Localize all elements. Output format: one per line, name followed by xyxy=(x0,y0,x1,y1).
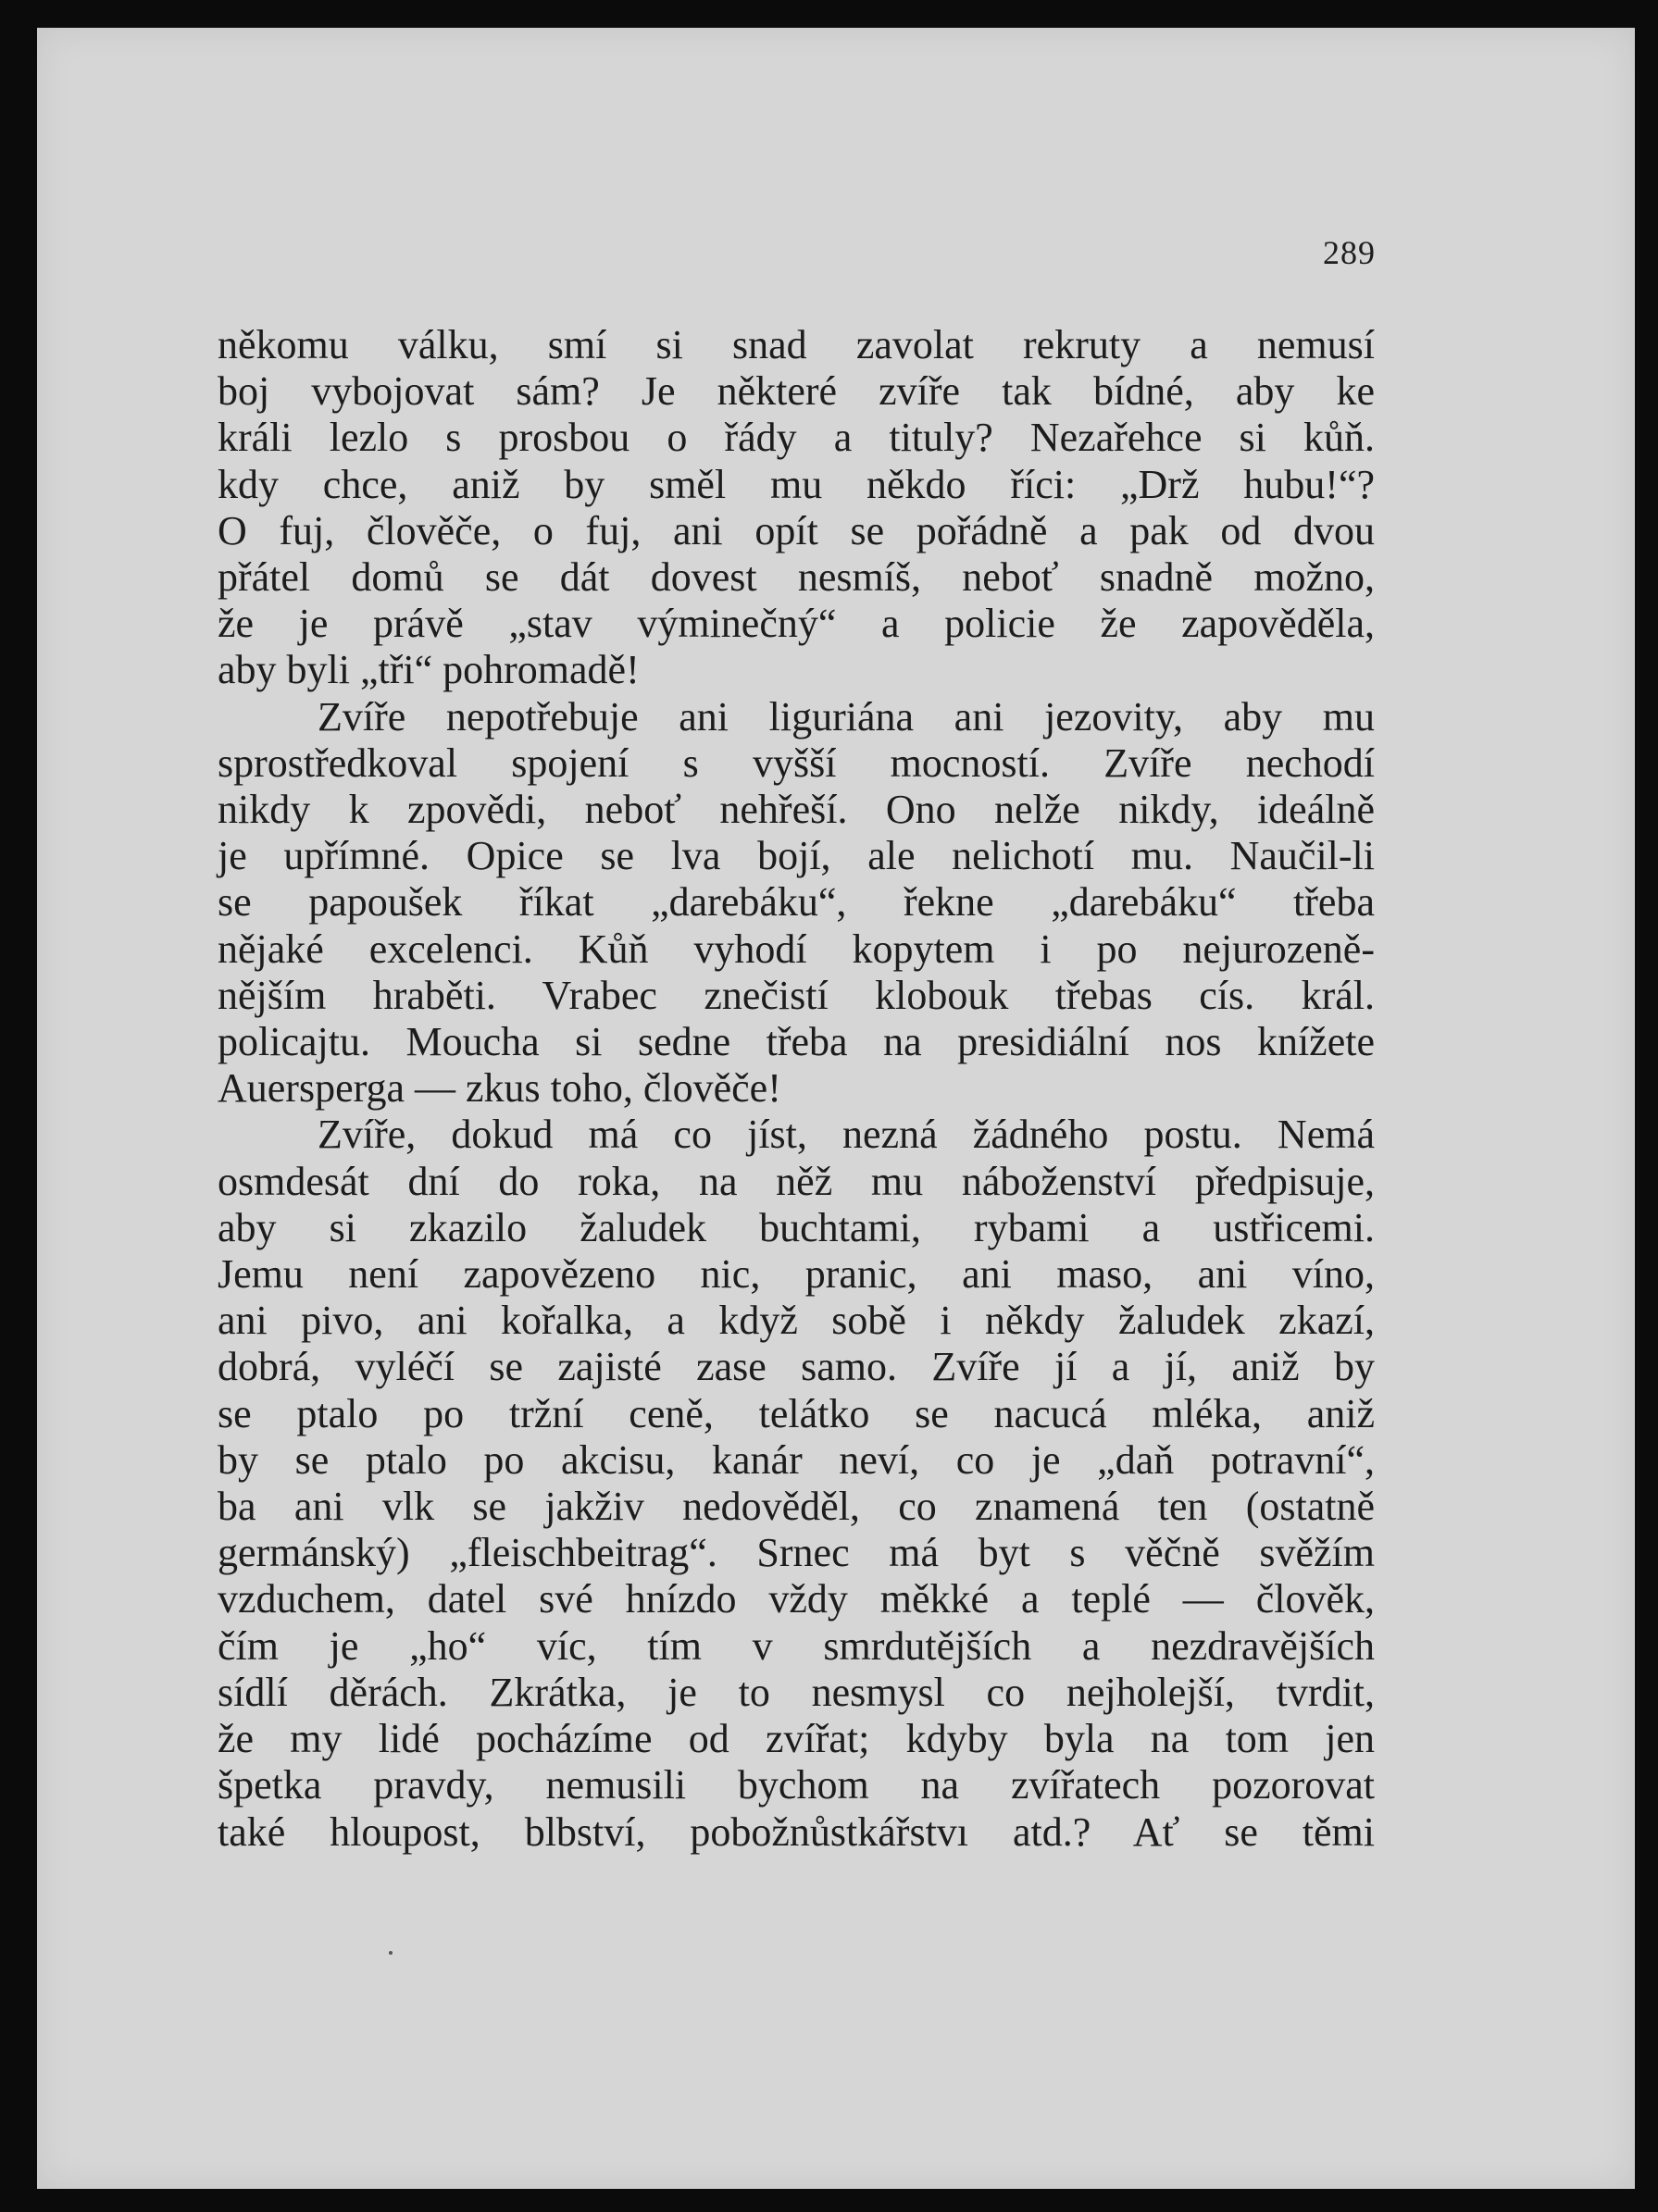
text-line: přátel domů se dát dovest nesmíš, neboť snadně možno, xyxy=(218,554,1375,601)
text-line: Zvíře, dokud má co jíst, nezná žádného postu. Nemá xyxy=(318,1112,1375,1158)
text-line: ba ani vlk se jakživ nedověděl, co znamená ten (ostatně xyxy=(218,1484,1375,1530)
text-line: také hloupost, blbství, pobožnůstkářstvı atd.? Ať se těmi xyxy=(218,1808,1375,1855)
text-line: policajtu. Moucha si sedne třeba na presidiální nos knížete xyxy=(218,1019,1375,1065)
text-line: že je právě „stav výminečný“ a policie že zapověděla, xyxy=(218,601,1375,647)
text-line: aby byli „tři“ pohromadě! xyxy=(218,647,640,693)
book-page xyxy=(37,28,1635,2189)
text-line: ani pivo, ani kořalka, a když sobě i někdy žaludek zkazí, xyxy=(218,1298,1375,1344)
text-line: by se ptalo po akcisu, kanár neví, co je „daň potravní“, xyxy=(218,1436,1375,1483)
text-line: nějším hraběti. Vrabec znečistí klobouk třebas cís. král. xyxy=(218,972,1375,1018)
text-line: se papoušek říkat „darebáku“, řekne „darebáku“ třeba xyxy=(218,879,1375,926)
text-line: králi lezlo s prosbou o řády a tituly? Nezařehce si kůň. xyxy=(218,415,1375,461)
text-line: někomu válku, smí si snad zavolat rekruty a nemusí xyxy=(218,322,1375,367)
text-line: že my lidé pocházíme od zvířat; kdyby byla na tom jen xyxy=(218,1716,1375,1762)
text-line: špetka pravdy, nemusili bychom na zvířatech pozorovat xyxy=(218,1762,1375,1808)
text-line: je upřímné. Opice se lva bojí, ale nelichotí mu. Naučil-li xyxy=(218,833,1375,879)
text-line: vzduchem, datel své hnízdo vždy měkké a teplé — člověk, xyxy=(218,1576,1375,1622)
body-text xyxy=(218,322,1375,1856)
text-line: germánský) „fleischbeitrag“. Srnec má byt s věčně svěžím xyxy=(218,1530,1375,1576)
text-line: sprostředkoval spojení s vyšší mocností. Zvíře nechodí xyxy=(218,739,1375,786)
text-line: boj vybojovat sám? Je některé zvíře tak bídné, aby ke xyxy=(218,368,1375,415)
text-line: nějaké excelenci. Kůň vyhodí kopytem i po nejurozeně- xyxy=(218,926,1375,972)
text-line: dobrá, vyléčí se zajisté zase samo. Zvíře jí a jí, aniž by xyxy=(218,1344,1375,1390)
text-line: aby si zkazilo žaludek buchtami, rybami a ustřicemi. xyxy=(218,1204,1375,1250)
text-line: nikdy k zpovědi, neboť nehřeší. Ono nelže nikdy, ideálně xyxy=(218,787,1375,833)
text-line: čím je „ho“ víc, tím v smrdutějších a nezdravějších xyxy=(218,1622,1375,1669)
text-line: osmdesát dní do roka, na něž mu náboženství předpisuje, xyxy=(218,1158,1375,1204)
text-line: O fuj, člověče, o fuj, ani opít se pořádně a pak od dvou xyxy=(218,507,1375,553)
paper-speck xyxy=(389,1951,393,1955)
text-line: se ptalo po tržní ceně, telátko se nacucá mléka, aniž xyxy=(218,1390,1375,1436)
text-line: Auersperga — zkus toho, člověče! xyxy=(218,1065,781,1112)
text-line: sídlí děrách. Zkrátka, je to nesmysl co nejholejší, tvrdit, xyxy=(218,1669,1375,1715)
page-number: 289 xyxy=(1323,234,1376,271)
text-line: Jemu není zapovězeno nic, pranic, ani maso, ani víno, xyxy=(218,1251,1375,1298)
text-line: Zvíře nepotřebuje ani liguriána ani jezovity, aby mu xyxy=(318,693,1375,739)
text-line: kdy chce, aniž by směl mu někdo říci: „Drž hubu!“? xyxy=(218,461,1375,507)
